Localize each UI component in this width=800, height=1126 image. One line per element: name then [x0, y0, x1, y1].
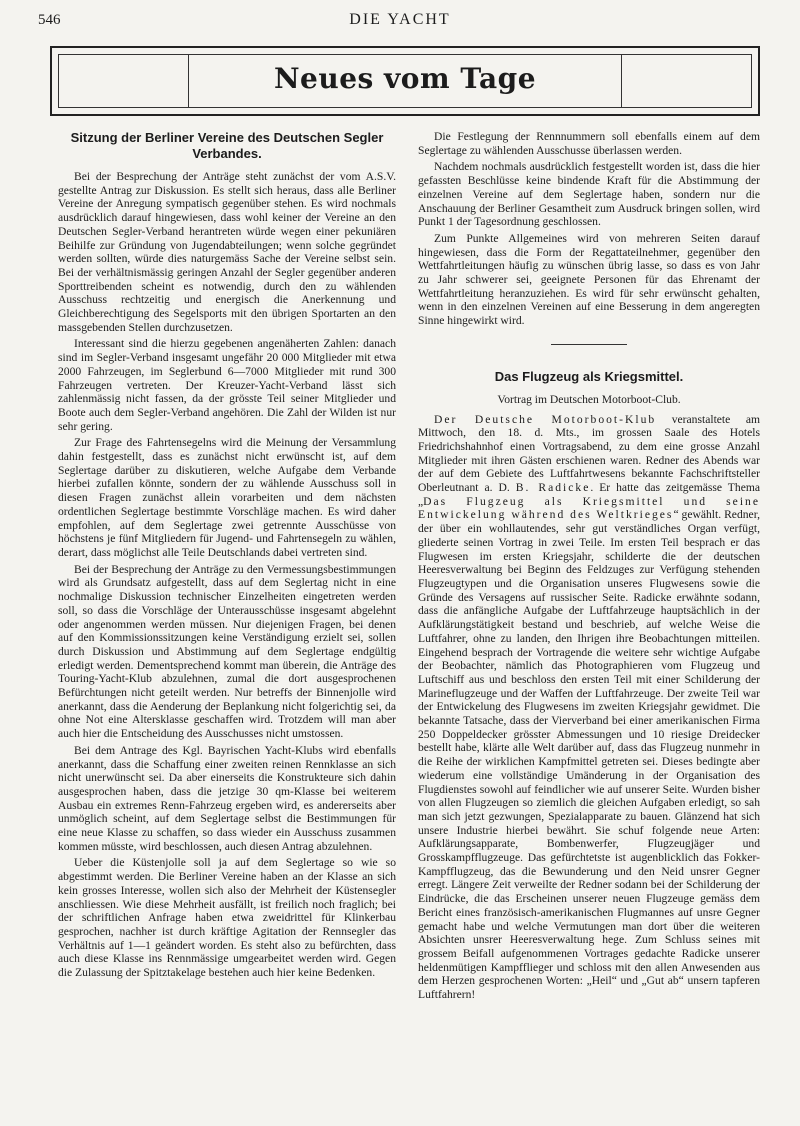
running-header: [0, 6, 800, 30]
article-paragraph: [418, 413, 760, 1002]
text-run: . Er hatte das zeitgemässe Thema „: [418, 481, 760, 508]
article-subtitle: Vortrag im Deutschen Motorboot-Club.: [497, 392, 681, 406]
speaker-name-spaced: B. Radicke: [515, 481, 591, 495]
article-paragraph: Interessant sind die hierzu gegebenen angenäherten Zahlen: danach sind im Segler-Verband insgesamt ungefähr 20 000 Mitglieder mit etwa 2000 Fahrzeugen, im Seglerbund 6—7000 Mitglieder mit rund 300 Fahrzeugen vertreten. Der Kreuzer-Yacht-Verband lässt sich zahlenmässig nicht fassen, da der grösste Teil seiner Mitglieder und Boote auch dem Segler-Verband angehören. Die Zahl der Wilden ist nur sehr gering.: [58, 337, 396, 433]
lecture-theme-spaced: Das Flugzeug als Kriegsmittel und seine Entwickelung während des Weltkrieges: [418, 494, 760, 522]
article-paragraph: Zum Punkte Allgemeines wird von mehreren Seiten darauf hingewiesen, dass die Form der Regattateilnehmer, gegenüber den Wettfahrtleitungen häufig zu wünschen übrig lasse, so dass es von Jahr zu Jahr schwerer sei, geeignete Personen für das Ehrenamt der Wettfahrtleitung heranzuziehen. Es wird für sehr erwünscht gehalten, wenn in den einzelnen Vereinen auf eine Besserung in dem angeregten Sinne hingewirkt wird.: [418, 231, 760, 328]
left-column: [58, 130, 396, 983]
article-paragraph: Bei der Besprechung der Anträge steht zunächst der vom A.S.V. gestellte Antrag zur Diskussion. Es stellt sich heraus, dass alle Berliner Vereine der Anregung sympatisch gegenüber stehen. Es wird nochmals ausdrücklich darauf hingewiesen, dass wohl keiner der Vereine an den Deutschen Segler-Verband herantreten würde wegen einer pekuniären Beihilfe zur Gründung von Jugendabteilungen; wenn solche gegründet werden sollten, würde dies naturgemäss Sache der Vereine selbst sein. Bei der verhältnismässig geringen Anzahl der Segler gegenüber anderen Sporttreibenden scheint es notwendig, durch den zu wählenden Ausschuss rechtzeitig und energisch die Anerkennung und Gleichberechtigung des Segelsports mit den übrigen Sportarten an den massgebenden Stellen durchzusetzen.: [58, 170, 396, 334]
right-column: [418, 130, 760, 1005]
article-paragraph: Die Festlegung der Rennnummern soll ebenfalls einem auf dem Seglertage zu wählenden Ausschusse überlassen werden.: [418, 130, 760, 157]
article-heading-flugzeug: Das Flugzeug als Kriegsmittel.: [494, 368, 684, 384]
section-title: Neues vom Tage: [273, 62, 537, 95]
text-run: veranstaltete am Mittwoch, den 18. d. Mts., im grossen Saale des Hotels Friedrichshahnhof einen Vortragsabend, zu dem eine grosse Anzahl Mitglieder mit ihren Gästen erschienen waren. Redner des Abends war der auf dem Gebiete des Luftfahrtwesens bekannte Fachschriftsteller Oberleutnant a. D.: [418, 412, 760, 495]
article-paragraph: Bei der Besprechung der Anträge zu den Vermessungsbestimmungen wird als Grundsatz aufgestellt, dass auf dem Seglertag nicht in eine nochmalige Diskussion technischer Einzelheiten eingetreten werden soll, so dass die Vorschläge der Unterausschüsse insgesamt abgelehnt oder angenommen werden müssen. Nur diejenigen Fragen, bei denen auf den Kommissionssitzungen keine Verständigung erzielt sei, sollen durch Diskussion und Abstimmung auf dem Seglertage endgültig erledigt werden. Dementsprechend kommt man überein, die Anträge des Touring-Yacht-Klub abzulehnen, zumal die dort ausgesprochenen Befürchtungen nicht geteilt werden. Nur betreffs der Binnenjolle wird anerkannt, dass die Aenderung der Beplankung nicht folgerichtig sei, da ohne Not eine Altersklasse geschaffen wird. Trotzdem will man aber auch hier die Entscheidung des Ausschusses nicht umstossen.: [58, 562, 396, 741]
article-paragraph: Bei dem Antrage des Kgl. Bayrischen Yacht-Klubs wird ebenfalls anerkannt, dass die Schaffung einer zweiten reinen Rennklasse an sich nicht unerwünscht sei. Da aber einerseits die Konstrukteure sich dahin ausgesprochen haben, dass die jetzige 30 qm-Klasse bei weiterem Ausbau ein extremes Renn-Fahrzeug ergeben wird, es andererseits aber unmöglich scheint, auf dem Seglertage selbst die Bestimmungen für eine neue Klasse zu schaffen, so dass wieder ein Ausschuss zusammen kommen müsste, wird beschlossen, auch diesen Antrag abzulehnen.: [58, 743, 396, 853]
page-number: 546: [38, 12, 61, 28]
section-banner: [50, 46, 760, 116]
article-paragraph: Nachdem nochmals ausdrücklich festgestellt worden ist, dass die hier gefassten Beschlüsse keine bindende Kraft für die Abstimmung der einzelnen Vereine auf dem Seglertage haben, sondern nur die Anschauung der Berliner Gesamtheit zum Ausdruck bringen sollen, wird Punkt 1 der Tagesordnung geschlossen.: [418, 160, 760, 229]
club-name-spaced: Der Deutsche Motorboot-Klub: [434, 412, 657, 426]
article-paragraph: Ueber die Küstenjolle soll ja auf dem Seglertage so wie so abgestimmt werden. Die Berliner Vereine haben an der Klasse an sich kein grosses Interesse, wollen sich also der Mehrheit der Küstensegler anschliessen. Wie diese Mehrheit ausfällt, ist freilich noch fraglich; bei der schriftlichen Anfrage haben etwa zweidrittel für Klinkerbau gesprochen, nachher ist durch kräftige Agitation der Rennsegler das Verhältnis auf 1—1 geändert worden. Es steht also zu befürchten, dass auch diese Klasse ins Rennmässige umgearbeitet werden wird. Gegen die Zulassung der Spitztakelage bestehen auch hier keine Bedenken.: [58, 856, 396, 980]
journal-title: DIE YACHT: [349, 11, 451, 28]
text-run: “ gewählt. Redner, der über ein wohllautendes, sehr gut verständliches Organ verfügt, gliederte seinen Vortrag in zwei Teile. Im ersten Teil besprach er das Flugwesen im ersten Kriegsjahr, schilderte die der deutschen Heeresverwaltung bei Beginn des Feldzuges zur Verfügung stehenden Flugzeugtypen und die Organisation unseres Flugwesens sowie die Gründe des Versagens auf russischer Seite. Radicke erwähnte sodann, dass die anfängliche Aufgabe der Luftfahrzeuge hauptsächlich in der Aufklärungstätigkeit bestand und beschrieb, auf welche Weise die Luftfahrer, ohne zu landen, den Ihrigen ihre Beobachtungen mitteilen. Eingehend besprach der Vortragende die weitere sehr wichtige Aufgabe der Beobachter, nämlich das Photographieren vom Flugzeug und Luftschiff aus und beschloss den ersten Teil mit einer Schilderung der Marineflugzeuge und der Waffen der Luftfahrzeuge. Der zweite Teil war der Entwickelung des Flugwesens im zweiten Kriegsjahr gewidmet. Die bekannte Tatsache, dass der Vierverband bei einer amerikanischen Firma 250 Doppeldecker grösster Abmessungen und 10 riesige Dreidecker bestellt habe, klärte alle Welt darüber auf, dass das Flugzeug nunmehr in die Reihe der wirklichen Kampfmittel getreten sei. Dieses bedingte aber wiederum eine vollständige Umänderung in der Organisation des Flugdienstes sowohl auf feindlicher wie auf unserer Seite. Wurden bisher von allen Flugzeugen so ziemlich die gleichen Aufgaben erledigt, so sah man sich jetzt gezwungen, Spezialapparate zu bauen. Glänzend hat sich unsere Industrie hierbei bewährt. Sie schuf folgende neue Arten: Aufklärungsapparate, Bombenwerfer, Flugzeugjäger und Grosskampfflugzeuge. Das gefürchtetste ist augenblicklich das Fokker-Kampfflugzeug, das die Bewunderung und den Neid unsrer Gegner erregt. Längere Zeit verweilte der Redner sodann bei der Schilderung der Eindrücke, die das Erscheinen unserer neuen Flugzeuge gemäss dem Bericht eines französisch-amerikanischen Flugmannes auf unsre Gegner gemacht habe und welche Vermutungen man dort über die weiteren Absichten unsrer Heeresverwaltung hege. Zum Schluss seines mit grossem Beifall aufgenommenen Vortrages gedachte Radicke unserer heldenmütigen Kampfflieger und schloss mit den allen Anwesenden aus dem Herzen gesprochenen Worten: „Heil“ und „Gut ab“ unsern tapferen Luftfahrern!: [418, 508, 760, 1002]
article-heading-verband: Sitzung der Berliner Vereine des Deutschen Segler Verbandes.: [70, 130, 384, 161]
article-paragraph: Zur Frage des Fahrtensegelns wird die Meinung der Versammlung dahin festgestellt, dass es zunächst nicht erwünscht ist, auf dem Seglertage darüber zu diskutieren, welche Aufgabe dem Verbande hierbei zufallen könnte, sondern der zu wählende Ausschuss soll in diesen Fragen zunächst allein vorarbeiten und dem nächsten ordentlichen Seglertage bestimmte Vorschläge machen. Es wird daher empfohlen, auf dem Seglertage zwei getrennte Ausschüsse von höchstens je fünf Mitgliedern für Jugend- und Fahrtensegeln zu wählen, derart, dass möglichst alle Teile Deutschlands dabei vertreten sind.: [58, 436, 396, 559]
section-divider: [551, 344, 627, 345]
